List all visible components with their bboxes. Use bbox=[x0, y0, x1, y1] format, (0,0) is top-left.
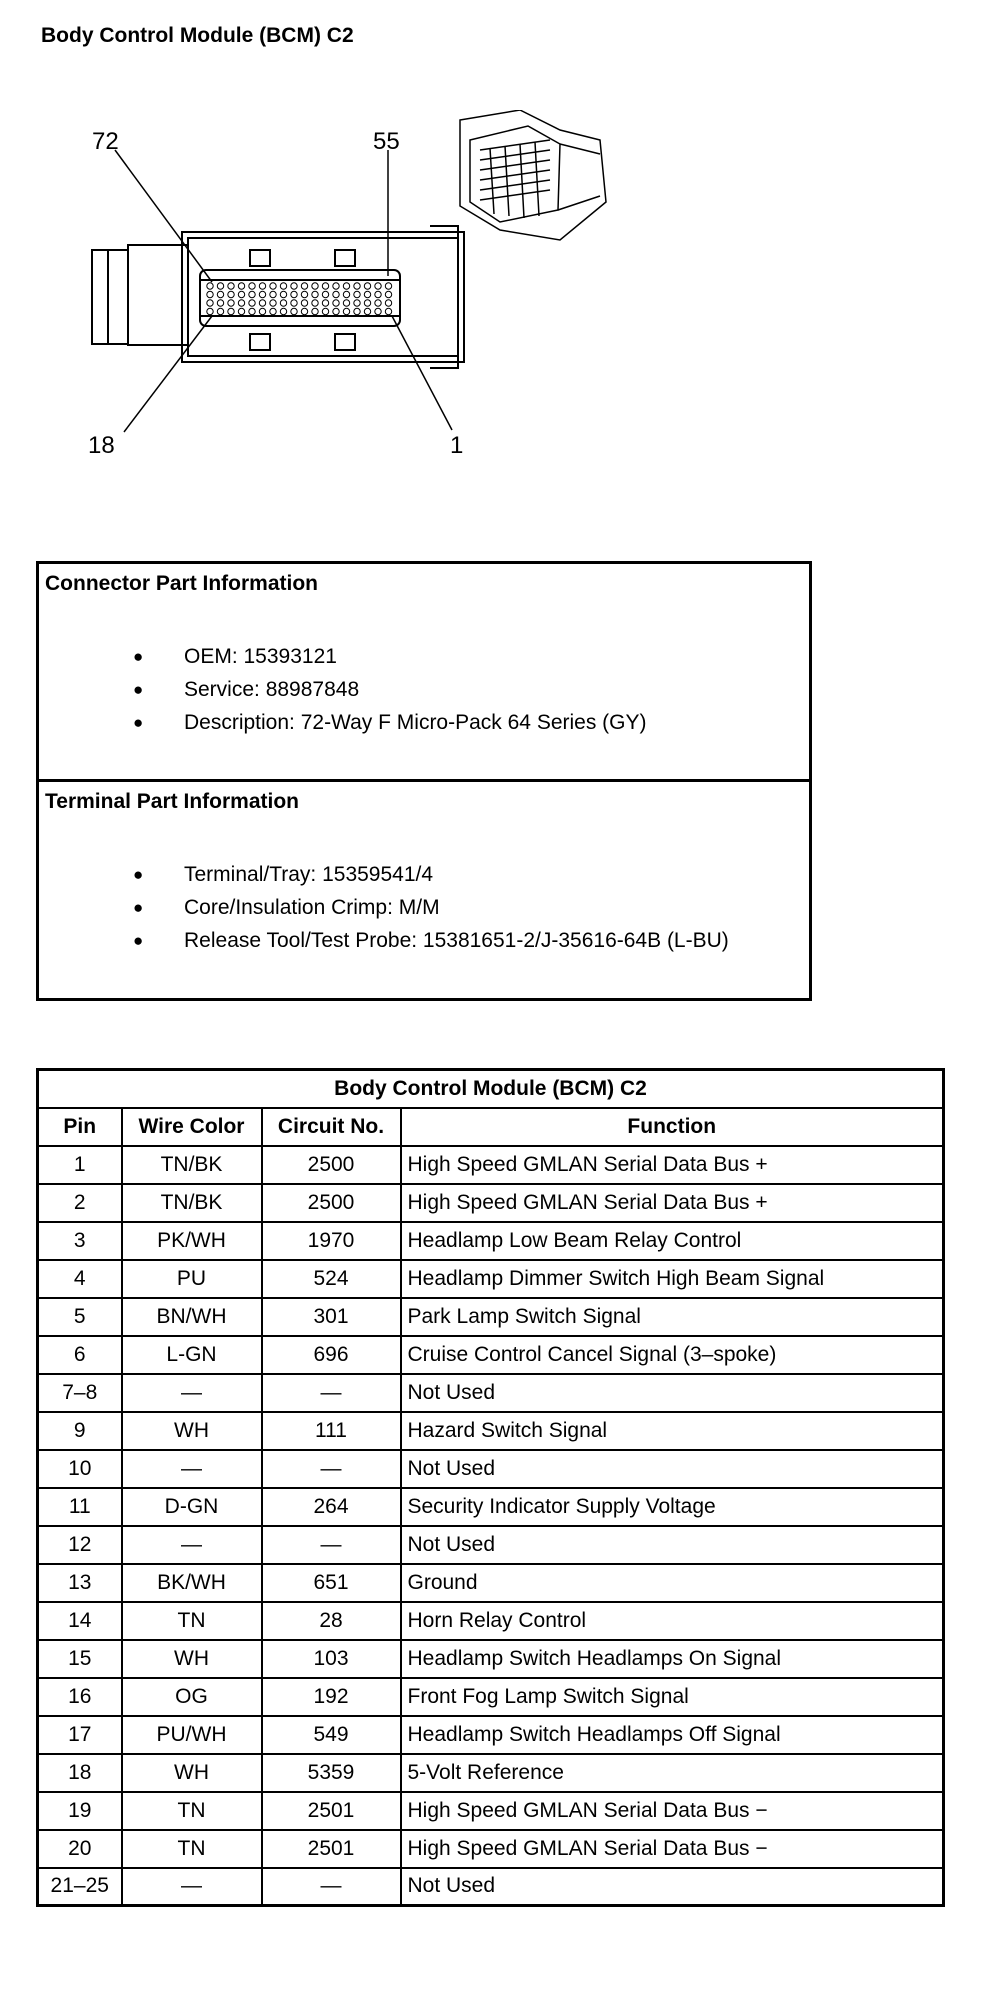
connector-pin-cavity bbox=[333, 283, 339, 289]
connector-pin-cavity bbox=[301, 300, 307, 306]
circuit-no-cell: 549 bbox=[262, 1716, 401, 1754]
table-row bbox=[38, 1146, 944, 1184]
circuit-no-cell: 2500 bbox=[262, 1184, 401, 1222]
function-cell: High Speed GMLAN Serial Data Bus − bbox=[401, 1792, 944, 1830]
connector-pin-cavity bbox=[249, 300, 255, 306]
wire-color-cell: PU bbox=[122, 1260, 262, 1298]
connector-pin-cavity bbox=[354, 291, 360, 297]
circuit-no-cell: 5359 bbox=[262, 1754, 401, 1792]
connector-pin-cavity bbox=[238, 300, 244, 306]
connector-pin-cavity bbox=[270, 283, 276, 289]
circuit-no-cell: 2501 bbox=[262, 1830, 401, 1868]
connector-pin-cavity bbox=[301, 291, 307, 297]
pin-label-18: 18 bbox=[88, 432, 115, 459]
circuit-no-cell: 2500 bbox=[262, 1146, 401, 1184]
connector-pin-cavity bbox=[375, 308, 381, 314]
connector-pin-cavity bbox=[259, 308, 265, 314]
connector-info-item: Service: 88987848 bbox=[184, 678, 360, 701]
connector-info-item: Description: 72-Way F Micro-Pack 64 Series (GY) bbox=[184, 711, 647, 734]
function-cell: Not Used bbox=[401, 1868, 944, 1906]
circuit-no-cell: — bbox=[262, 1526, 401, 1564]
pin-cell: 13 bbox=[38, 1564, 122, 1602]
connector-pin-cavity bbox=[312, 291, 318, 297]
bullet-icon: ● bbox=[133, 865, 144, 884]
pin-cell: 18 bbox=[38, 1754, 122, 1792]
wire-color-cell: BK/WH bbox=[122, 1564, 262, 1602]
bullet-icon: ● bbox=[133, 647, 144, 666]
table-row bbox=[38, 1298, 944, 1336]
pin-cell: 1 bbox=[38, 1146, 122, 1184]
table-row bbox=[38, 1450, 944, 1488]
connector-pin-cavity bbox=[228, 283, 234, 289]
connector-pin-cavity bbox=[343, 291, 349, 297]
connector-pin-cavity bbox=[280, 300, 286, 306]
function-cell: High Speed GMLAN Serial Data Bus − bbox=[401, 1830, 944, 1868]
function-cell: Headlamp Switch Headlamps Off Signal bbox=[401, 1716, 944, 1754]
table-row bbox=[38, 1792, 944, 1830]
circuit-no-cell: 301 bbox=[262, 1298, 401, 1336]
connector-pin-cavity bbox=[207, 283, 213, 289]
connector-pin-cavity bbox=[238, 283, 244, 289]
circuit-no-cell: — bbox=[262, 1868, 401, 1906]
page-title: Body Control Module (BCM) C2 bbox=[41, 24, 354, 47]
connector-pin-cavity bbox=[280, 283, 286, 289]
list-item bbox=[93, 858, 729, 891]
connector-info-item: OEM: 15393121 bbox=[184, 645, 337, 668]
wire-color-cell: WH bbox=[122, 1754, 262, 1792]
connector-pin-cavity bbox=[312, 308, 318, 314]
table-row bbox=[38, 1716, 944, 1754]
connector-pin-cavity bbox=[270, 308, 276, 314]
pin-cell: 12 bbox=[38, 1526, 122, 1564]
wire-color-cell: — bbox=[122, 1374, 262, 1412]
connector-pin-cavity bbox=[312, 283, 318, 289]
function-cell: Park Lamp Switch Signal bbox=[401, 1298, 944, 1336]
connector-pin-cavity bbox=[249, 308, 255, 314]
connector-pin-cavity bbox=[301, 308, 307, 314]
function-cell: Horn Relay Control bbox=[401, 1602, 944, 1640]
circuit-no-cell: 103 bbox=[262, 1640, 401, 1678]
pin-label-1: 1 bbox=[450, 432, 464, 459]
table-row bbox=[38, 1336, 944, 1374]
connector-pin-cavity bbox=[385, 308, 391, 314]
table-row bbox=[38, 1526, 944, 1564]
connector-pin-cavity bbox=[343, 300, 349, 306]
connector-diagram bbox=[0, 110, 640, 480]
connector-pin-cavity bbox=[259, 283, 265, 289]
connector-pin-cavity bbox=[333, 300, 339, 306]
column-header-function: Function bbox=[401, 1108, 944, 1146]
wire-color-cell: PK/WH bbox=[122, 1222, 262, 1260]
pin-cell: 7–8 bbox=[38, 1374, 122, 1412]
list-item bbox=[93, 640, 647, 673]
connector-pin-cavity bbox=[228, 300, 234, 306]
list-item bbox=[93, 891, 729, 924]
pin-cell: 16 bbox=[38, 1678, 122, 1716]
bullet-icon: ● bbox=[133, 898, 144, 917]
connector-pin-cavity bbox=[385, 283, 391, 289]
connector-info-heading: Connector Part Information bbox=[45, 572, 319, 595]
pin-cell: 21–25 bbox=[38, 1868, 122, 1906]
terminal-info-heading: Terminal Part Information bbox=[45, 790, 299, 813]
table-row bbox=[38, 1868, 944, 1906]
connector-pin-cavity bbox=[217, 291, 223, 297]
bullet-icon: ● bbox=[133, 713, 144, 732]
connector-pin-cavity bbox=[259, 291, 265, 297]
function-cell: Headlamp Low Beam Relay Control bbox=[401, 1222, 944, 1260]
connector-pin-cavity bbox=[354, 300, 360, 306]
pin-cell: 10 bbox=[38, 1450, 122, 1488]
connector-pin-cavity bbox=[312, 300, 318, 306]
table-body bbox=[38, 1146, 944, 1906]
table-row bbox=[38, 1260, 944, 1298]
connector-pin-cavity bbox=[228, 291, 234, 297]
connector-info-list bbox=[93, 640, 647, 739]
circuit-no-cell: — bbox=[262, 1450, 401, 1488]
connector-pin-cavity bbox=[322, 308, 328, 314]
pinout-table bbox=[36, 1068, 945, 1907]
wire-color-cell: TN/BK bbox=[122, 1184, 262, 1222]
connector-pin-cavity bbox=[364, 291, 370, 297]
wire-color-cell: TN bbox=[122, 1830, 262, 1868]
connector-pin-cavity bbox=[333, 308, 339, 314]
pin-cell: 5 bbox=[38, 1298, 122, 1336]
connector-pin-cavity bbox=[291, 300, 297, 306]
function-cell: Cruise Control Cancel Signal (3–spoke) bbox=[401, 1336, 944, 1374]
connector-pin-cavity bbox=[322, 300, 328, 306]
bullet-icon: ● bbox=[133, 931, 144, 950]
pin-cell: 6 bbox=[38, 1336, 122, 1374]
connector-pin-cavity bbox=[291, 291, 297, 297]
table-row bbox=[38, 1602, 944, 1640]
circuit-no-cell: 696 bbox=[262, 1336, 401, 1374]
connector-pin-cavity bbox=[249, 291, 255, 297]
connector-pin-cavity bbox=[291, 283, 297, 289]
connector-pin-cavity bbox=[333, 291, 339, 297]
connector-pin-cavity bbox=[270, 291, 276, 297]
wire-color-cell: BN/WH bbox=[122, 1298, 262, 1336]
function-cell: Not Used bbox=[401, 1450, 944, 1488]
pin-label-72: 72 bbox=[92, 128, 119, 155]
wire-color-cell: — bbox=[122, 1868, 262, 1906]
function-cell: Ground bbox=[401, 1564, 944, 1602]
terminal-info-item: Terminal/Tray: 15359541/4 bbox=[184, 863, 434, 886]
circuit-no-cell: — bbox=[262, 1374, 401, 1412]
connector-pin-cavity bbox=[343, 308, 349, 314]
bullet-icon: ● bbox=[133, 680, 144, 699]
terminal-info-list bbox=[93, 858, 729, 957]
connector-pin-cavity bbox=[217, 308, 223, 314]
list-item bbox=[93, 924, 729, 957]
pin-cell: 17 bbox=[38, 1716, 122, 1754]
connector-pin-cavity bbox=[217, 300, 223, 306]
connector-pin-cavity bbox=[217, 283, 223, 289]
pin-cell: 15 bbox=[38, 1640, 122, 1678]
connector-pin-cavity bbox=[364, 283, 370, 289]
pin-cell: 9 bbox=[38, 1412, 122, 1450]
pin-cell: 2 bbox=[38, 1184, 122, 1222]
column-header-pin: Pin bbox=[38, 1108, 122, 1146]
table-row bbox=[38, 1678, 944, 1716]
pin-cell: 20 bbox=[38, 1830, 122, 1868]
table-row bbox=[38, 1412, 944, 1450]
table-row bbox=[38, 1222, 944, 1260]
connector-pin-cavity bbox=[364, 308, 370, 314]
circuit-no-cell: 524 bbox=[262, 1260, 401, 1298]
function-cell: High Speed GMLAN Serial Data Bus + bbox=[401, 1184, 944, 1222]
function-cell: Hazard Switch Signal bbox=[401, 1412, 944, 1450]
connector-pin-cavity bbox=[354, 283, 360, 289]
circuit-no-cell: 264 bbox=[262, 1488, 401, 1526]
wire-color-cell: TN bbox=[122, 1792, 262, 1830]
wire-color-cell: — bbox=[122, 1526, 262, 1564]
pin-label-55: 55 bbox=[373, 128, 400, 155]
wire-color-cell: WH bbox=[122, 1412, 262, 1450]
connector-pin-cavity bbox=[375, 300, 381, 306]
wire-color-cell: — bbox=[122, 1450, 262, 1488]
column-header-circuit-no: Circuit No. bbox=[262, 1108, 401, 1146]
connector-pin-cavity bbox=[207, 291, 213, 297]
connector-pin-cavity bbox=[249, 283, 255, 289]
function-cell: Not Used bbox=[401, 1526, 944, 1564]
wire-color-cell: TN bbox=[122, 1602, 262, 1640]
wire-color-cell: OG bbox=[122, 1678, 262, 1716]
connector-pin-cavity bbox=[228, 308, 234, 314]
list-item bbox=[93, 706, 647, 739]
table-row bbox=[38, 1488, 944, 1526]
terminal-info-item: Core/Insulation Crimp: M/M bbox=[184, 896, 440, 919]
connector-pin-cavity bbox=[385, 291, 391, 297]
connector-pin-cavity bbox=[354, 308, 360, 314]
table-row bbox=[38, 1754, 944, 1792]
circuit-no-cell: 1970 bbox=[262, 1222, 401, 1260]
pin-cell: 11 bbox=[38, 1488, 122, 1526]
connector-pin-cavity bbox=[322, 283, 328, 289]
circuit-no-cell: 111 bbox=[262, 1412, 401, 1450]
circuit-no-cell: 2501 bbox=[262, 1792, 401, 1830]
connector-pin-cavity bbox=[364, 300, 370, 306]
connector-pin-cavity bbox=[280, 308, 286, 314]
connector-pin-cavity bbox=[207, 308, 213, 314]
pin-cell: 4 bbox=[38, 1260, 122, 1298]
connector-pin-cavity bbox=[207, 300, 213, 306]
connector-pin-cavity bbox=[259, 300, 265, 306]
connector-pin-cavity bbox=[301, 283, 307, 289]
table-row bbox=[38, 1830, 944, 1868]
table-row bbox=[38, 1184, 944, 1222]
wire-color-cell: PU/WH bbox=[122, 1716, 262, 1754]
connector-pin-cavity bbox=[375, 283, 381, 289]
connector-pin-cavity bbox=[385, 300, 391, 306]
connector-pin-cavity bbox=[238, 291, 244, 297]
table-row bbox=[38, 1374, 944, 1412]
connector-info-section bbox=[39, 564, 809, 782]
part-info-box bbox=[36, 561, 812, 1001]
connector-pin-cavity bbox=[322, 291, 328, 297]
function-cell: Front Fog Lamp Switch Signal bbox=[401, 1678, 944, 1716]
table-title: Body Control Module (BCM) C2 bbox=[38, 1070, 944, 1108]
function-cell: Not Used bbox=[401, 1374, 944, 1412]
connector-pin-cavity bbox=[343, 283, 349, 289]
table-row bbox=[38, 1640, 944, 1678]
pin-cell: 19 bbox=[38, 1792, 122, 1830]
circuit-no-cell: 651 bbox=[262, 1564, 401, 1602]
pin-cell: 14 bbox=[38, 1602, 122, 1640]
list-item bbox=[93, 673, 647, 706]
wire-color-cell: L-GN bbox=[122, 1336, 262, 1374]
connector-pin-cavity bbox=[238, 308, 244, 314]
wire-color-cell: WH bbox=[122, 1640, 262, 1678]
connector-pin-cavity bbox=[375, 291, 381, 297]
circuit-no-cell: 192 bbox=[262, 1678, 401, 1716]
function-cell: 5-Volt Reference bbox=[401, 1754, 944, 1792]
function-cell: Security Indicator Supply Voltage bbox=[401, 1488, 944, 1526]
pin-cell: 3 bbox=[38, 1222, 122, 1260]
wire-color-cell: TN/BK bbox=[122, 1146, 262, 1184]
connector-pin-cavity bbox=[280, 291, 286, 297]
function-cell: High Speed GMLAN Serial Data Bus + bbox=[401, 1146, 944, 1184]
wire-color-cell: D-GN bbox=[122, 1488, 262, 1526]
terminal-info-item: Release Tool/Test Probe: 15381651-2/J-35616-64B (L-BU) bbox=[184, 929, 729, 952]
function-cell: Headlamp Dimmer Switch High Beam Signal bbox=[401, 1260, 944, 1298]
connector-pin-cavity bbox=[270, 300, 276, 306]
connector-pin-cavity bbox=[291, 308, 297, 314]
table-row bbox=[38, 1564, 944, 1602]
function-cell: Headlamp Switch Headlamps On Signal bbox=[401, 1640, 944, 1678]
circuit-no-cell: 28 bbox=[262, 1602, 401, 1640]
column-header-wire-color: Wire Color bbox=[122, 1108, 262, 1146]
